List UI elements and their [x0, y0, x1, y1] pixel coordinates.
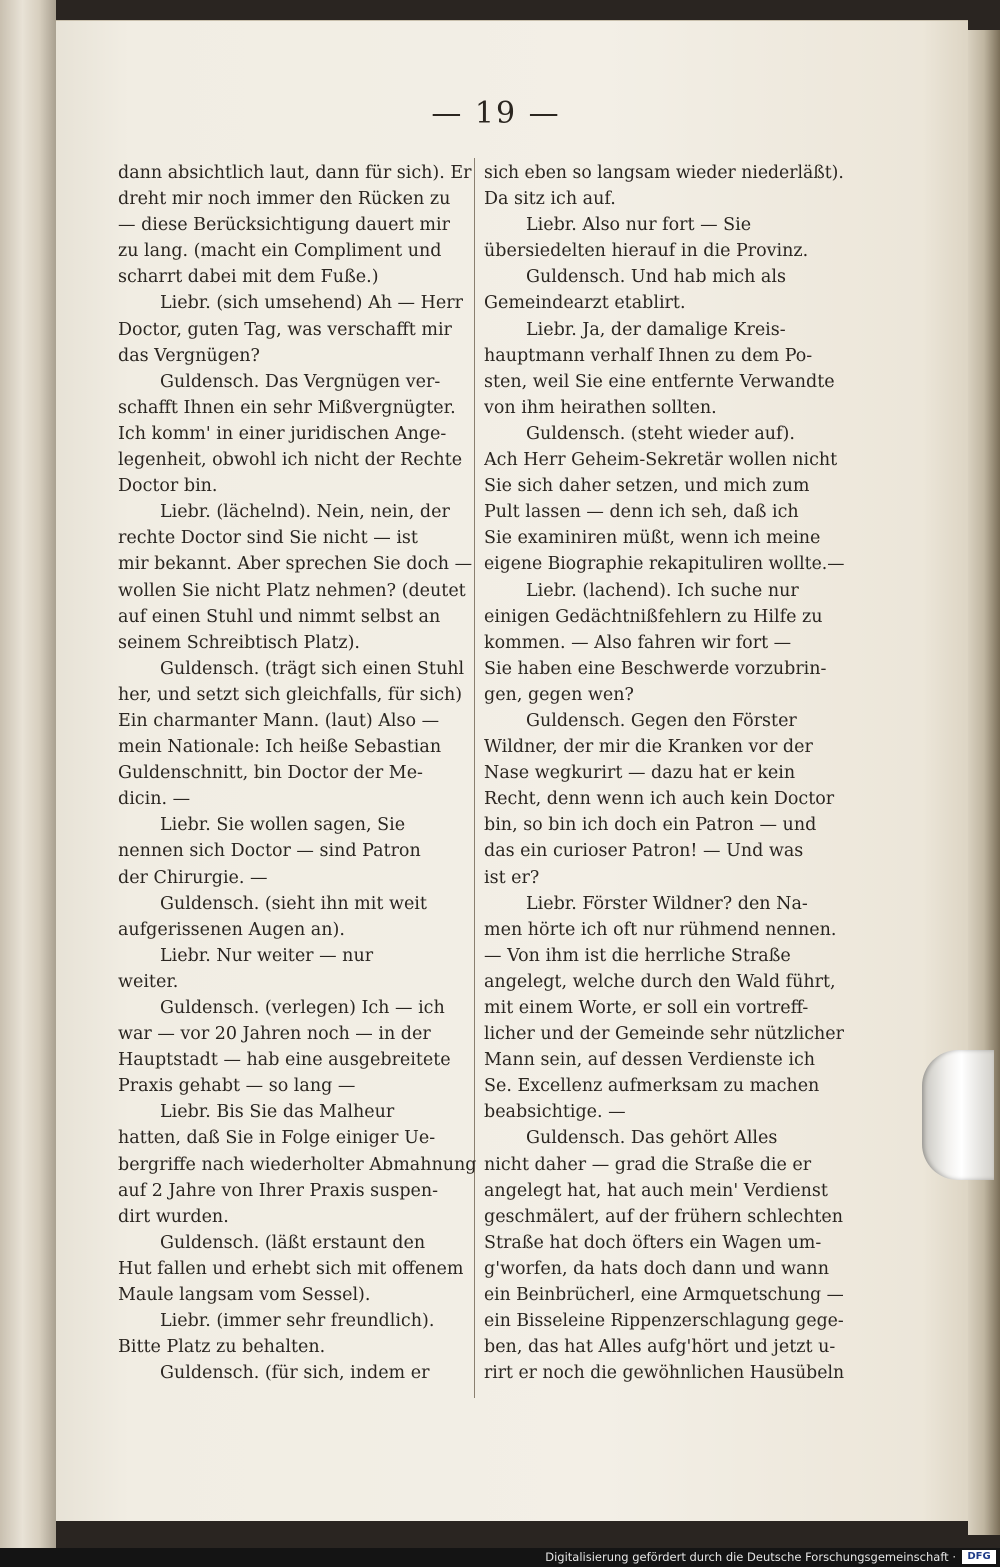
text-line: Guldenschnitt, bin Doctor der Me- — [118, 763, 423, 784]
text-line: legenheit, obwohl ich nicht der Rechte — [118, 450, 463, 471]
text-line: ben, das hat Alles aufg'hört und jetzt u- — [484, 1337, 836, 1358]
text-line: rechte Doctor sind Sie nicht — ist — [118, 528, 418, 549]
text-line: Gemeindearzt etablirt. — [484, 293, 686, 314]
text-line: übersiedelten hierauf in die Provinz. — [484, 241, 809, 262]
text-line: Guldensch. (sieht ihn mit weit — [160, 893, 427, 914]
text-line: Se. Excellenz aufmerksam zu machen — [484, 1076, 820, 1097]
text-line: Guldensch. (steht wieder auf). — [526, 423, 795, 444]
text-line: Liebr. Bis Sie das Malheur — [160, 1102, 395, 1123]
text-line: Recht, denn wenn ich auch kein Doctor — [484, 789, 835, 810]
text-line: hatten, daß Sie in Folge einiger Ue- — [118, 1128, 436, 1149]
text-line: hauptmann verhalf Ihnen zu dem Po- — [484, 345, 813, 366]
page-stack-edge — [968, 30, 1000, 1535]
text-line: Pult lassen — denn ich seh, daß ich — [484, 502, 799, 523]
text-line: schafft Ihnen ein sehr Mißvergnügter. — [118, 397, 456, 418]
text-line: Ich komm' in einer juridischen Ange- — [118, 423, 447, 444]
text-line: ein Beinbrücherl, eine Armquetschung — — [484, 1285, 844, 1306]
text-line: angelegt, welche durch den Wald führt, — [484, 971, 836, 992]
text-line: Liebr. (immer sehr freundlich). — [160, 1311, 435, 1332]
text-line: scharrt dabei mit dem Fuße.) — [118, 267, 379, 288]
text-line: nennen sich Doctor — sind Patron — [118, 841, 421, 862]
dfg-logo: DFG — [962, 1550, 996, 1564]
text-line: Straße hat doch öfters ein Wagen um- — [484, 1232, 822, 1253]
text-line: Liebr. Also nur fort — Sie — [526, 215, 752, 236]
text-line: beabsichtige. — — [484, 1102, 626, 1123]
text-line: sten, weil Sie eine entfernte Verwandte — [484, 371, 835, 392]
text-line: Nase wegkurirt — dazu hat er kein — [484, 763, 796, 784]
text-line: bergriffe nach wiederholter Abmahnung — [118, 1154, 477, 1175]
text-line: auf 2 Jahre von Ihrer Praxis suspen- — [118, 1180, 439, 1201]
text-line: Hut fallen und erhebt sich mit offenem — [118, 1258, 464, 1279]
text-line: Liebr. (lachend). Ich suche nur — [526, 580, 799, 601]
text-line: eigene Biographie rekapituliren wollte.— — [484, 554, 844, 575]
text-line: — Von ihm ist die herrliche Straße — [484, 945, 791, 966]
text-line: Liebr. Förster Wildner? den Na- — [526, 893, 808, 914]
text-line: Da sitz ich auf. — [484, 189, 616, 210]
text-line: dreht mir noch immer den Rücken zu — [118, 189, 451, 210]
text-line: Guldensch. (trägt sich einen Stuhl — [160, 658, 465, 679]
text-line: Guldensch. (verlegen) Ich — ich — [160, 998, 445, 1018]
text-line: Doctor bin. — [118, 476, 218, 497]
text-line: wollen Sie nicht Platz nehmen? (deutet — [118, 580, 466, 601]
text-line: her, und setzt sich gleichfalls, für sich) — [118, 684, 463, 705]
text-line: Doctor, guten Tag, was verschafft mir — [118, 319, 452, 340]
text-line: gen, gegen wen? — [484, 684, 634, 705]
text-line: Liebr. (sich umsehend) Ah — Herr — [160, 293, 463, 314]
text-line: dirt wurden. — [118, 1206, 229, 1227]
text-line: Wildner, der mir die Kranken vor der — [484, 737, 813, 758]
previous-page-edge — [0, 0, 56, 1548]
text-line: sich eben so langsam wieder niederläßt). — [484, 163, 844, 183]
text-line: Ein charmanter Mann. (laut) Also — — [118, 710, 440, 731]
text-line: seinem Schreibtisch Platz). — [118, 632, 360, 653]
text-line: einigen Gedächtnißfehlern zu Hilfe zu — [484, 606, 823, 627]
text-line: Guldensch. Gegen den Förster — [526, 710, 797, 731]
text-line: Bitte Platz zu behalten. — [118, 1337, 326, 1358]
text-line: ein Bisseleine Rippenzerschlagung gege- — [484, 1311, 844, 1332]
text-line: Sie examiniren müßt, wenn ich meine — [484, 528, 821, 549]
text-line: mein Nationale: Ich heiße Sebastian — [118, 737, 442, 758]
text-line: Ach Herr Geheim-Sekretär wollen nicht — [484, 450, 838, 471]
text-line: Guldensch. (für sich, indem er — [160, 1363, 430, 1384]
text-line: — diese Berücksichtigung dauert mir — [118, 215, 450, 236]
text-line: men hörte ich oft nur rühmend nennen. — [484, 919, 837, 940]
text-line: das Vergnügen? — [118, 345, 260, 366]
text-line: angelegt hat, hat auch mein' Verdienst — [484, 1180, 828, 1201]
funding-notice: Digitalisierung gefördert durch die Deutsche Forschungsgemeinschaft · — [545, 1550, 956, 1564]
text-line: geschmälert, auf der frühern schlechten — [484, 1206, 844, 1227]
text-line: Mann sein, auf dessen Verdienste ich — [484, 1050, 816, 1071]
digitization-footer — [0, 1548, 1000, 1567]
text-line: Sie haben eine Beschwerde vorzubrin- — [484, 658, 827, 679]
text-line: zu lang. (macht ein Compliment und — [118, 241, 442, 262]
text-line: dann absichtlich laut, dann für sich). Er — [118, 163, 472, 183]
text-line: von ihm heirathen sollten. — [484, 397, 717, 418]
text-line: Guldensch. Und hab mich als — [526, 267, 786, 288]
text-line: Liebr. Sie wollen sagen, Sie — [160, 815, 406, 836]
text-line: nicht daher — grad die Straße die er — [484, 1154, 812, 1175]
text-line: Guldensch. Das Vergnügen ver- — [160, 371, 441, 392]
text-line: Liebr. Ja, der damalige Kreis- — [526, 319, 786, 340]
text-line: Praxis gehabt — so lang — — [118, 1076, 356, 1097]
text-line: auf einen Stuhl und nimmt selbst an — [118, 606, 441, 627]
page-turn-tab[interactable] — [922, 1050, 994, 1180]
text-line: bin, so bin ich doch ein Patron — und — [484, 815, 817, 836]
text-line: Maule langsam vom Sessel). — [118, 1285, 371, 1306]
text-line: Guldensch. Das gehört Alles — [526, 1128, 778, 1149]
text-line: Liebr. Nur weiter — nur — [160, 945, 374, 966]
text-line: Sie sich daher setzen, und mich zum — [484, 476, 810, 497]
text-line: rirt er noch die gewöhnlichen Hausübeln — [484, 1363, 844, 1384]
left-column — [118, 160, 478, 1386]
text-line: Liebr. (lächelnd). Nein, nein, der — [160, 502, 450, 523]
text-line: der Chirurgie. — — [118, 867, 268, 888]
text-line: mir bekannt. Aber sprechen Sie doch — — [118, 554, 473, 575]
text-line: das ein curioser Patron! — Und was — [484, 841, 804, 862]
text-line: Guldensch. (läßt erstaunt den — [160, 1232, 426, 1253]
text-line: Hauptstadt — hab eine ausgebreitete — [118, 1050, 451, 1071]
text-line: dicin. — — [118, 789, 191, 810]
text-line: aufgerissenen Augen an). — [118, 919, 345, 940]
page-number: — 19 — — [431, 96, 561, 131]
text-line: mit einem Worte, er soll ein vortreff- — [484, 998, 809, 1018]
text-line: kommen. — Also fahren wir fort — — [484, 632, 792, 653]
right-column — [484, 160, 844, 1386]
text-line: war — vor 20 Jahren noch — in der — [118, 1024, 431, 1045]
text-line: weiter. — [118, 971, 179, 992]
text-line: g'worfen, da hats doch dann und wann — [484, 1258, 829, 1279]
text-line: licher und der Gemeinde sehr nützlicher — [484, 1024, 844, 1045]
text-line: ist er? — [484, 867, 540, 888]
